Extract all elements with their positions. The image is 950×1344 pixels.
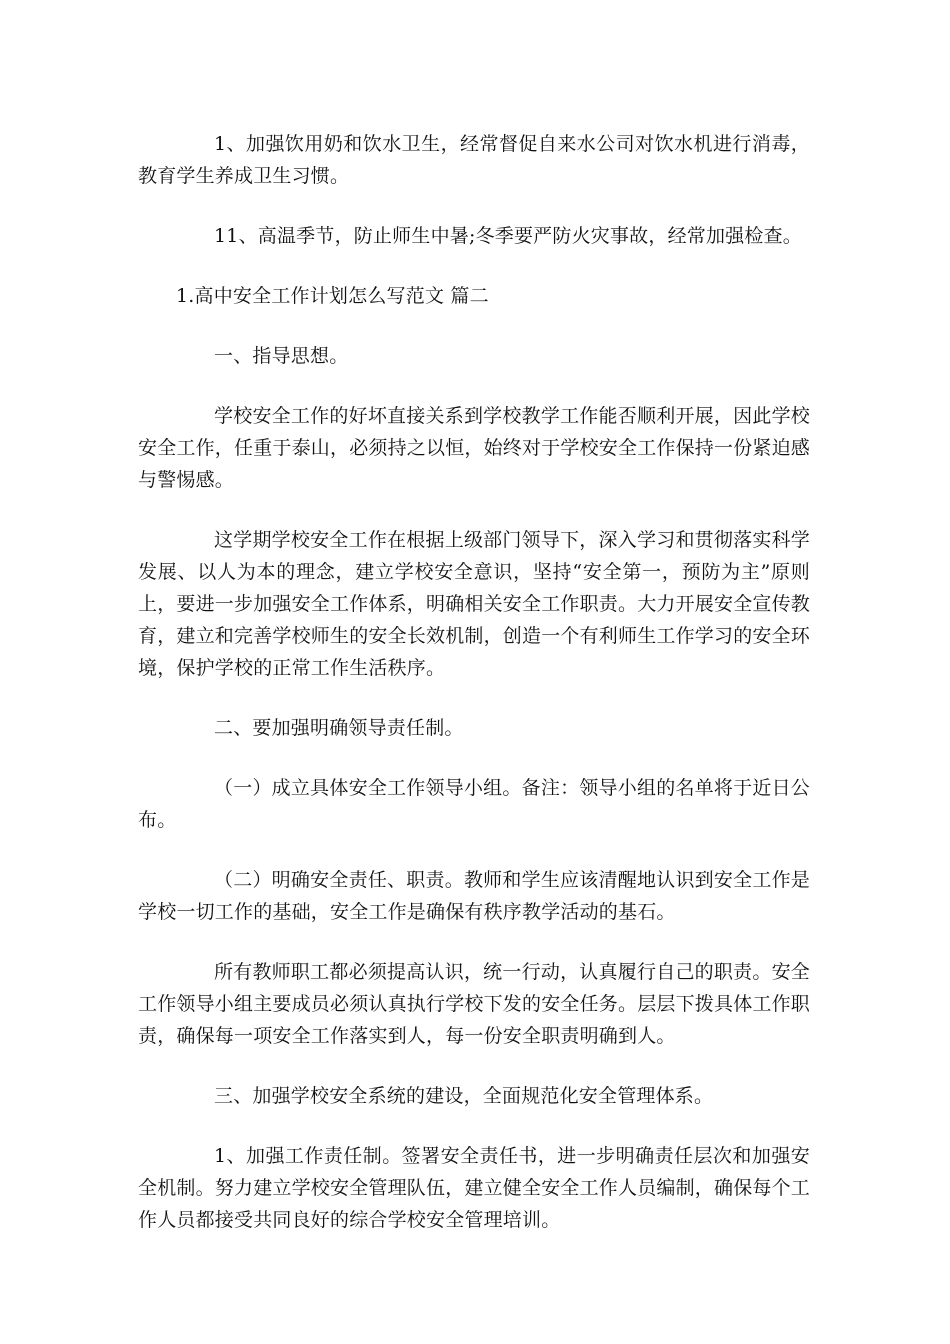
paragraph-work-responsibility: 1、加强工作责任制。签署安全责任书，进一步明确责任层次和加强安全机制。努力建立学校安全管理队伍，建立健全安全工作人员编制，确保每个工作人员都接受共同良好的综合学校安全管理培训。 xyxy=(138,1145,811,1231)
paragraph-leadership-group: （一）成立具体安全工作领导小组。备注：领导小组的名单将于近日公布。 xyxy=(138,777,810,831)
document-page xyxy=(138,128,810,1264)
paragraph-milk-water-hygiene: 1、加强饮用奶和饮水卫生，经常督促自来水公司对饮水机进行消毒，教育学生养成卫生习惯。 xyxy=(138,133,810,187)
paragraph-heat-fire-safety: 11、高温季节，防止师生中暑;冬季要严防火灾事故，经常加强检查。 xyxy=(214,225,802,247)
paragraph-semester-plan: 这学期学校安全工作在根据上级部门领导下，深入学习和贯彻落实科学发展、以人为本的理念，建立学校安全意识，坚持“安全第一，预防为主”原则上，要进一步加强安全工作体系，明确相关安全工作职责。大力开展安全宣传教育，建立和完善学校师生的安全长效机制，创造一个有利师生工作学习的安全环境，保护学校的正常工作生活秩序。 xyxy=(138,529,811,679)
heading-leadership-responsibility: 二、要加强明确领导责任制。 xyxy=(214,717,464,739)
section-heading-part-two: 1.高中安全工作计划怎么写范文 篇二 xyxy=(176,285,489,307)
paragraph-clarify-responsibility: （二）明确安全责任、职责。教师和学生应该清醒地认识到安全工作是学校一切工作的基础，安全工作是确保有秩序教学活动的基石。 xyxy=(138,869,810,923)
paragraph-staff-duties: 所有教师职工都必须提高认识，统一行动，认真履行自己的职责。安全工作领导小组主要成员必须认真执行学校下发的安全任务。层层下拨具体工作职责，确保每一项安全工作落实到人，每一份安全职责明确到人。 xyxy=(138,961,811,1047)
heading-safety-system: 三、加强学校安全系统的建设，全面规范化安全管理体系。 xyxy=(214,1085,714,1107)
heading-guiding-ideology: 一、指导思想。 xyxy=(214,345,349,367)
paragraph-safety-importance: 学校安全工作的好坏直接关系到学校教学工作能否顺利开展，因此学校安全工作，任重于泰山，必须持之以恒，始终对于学校安全工作保持一份紧迫感与警惕感。 xyxy=(138,405,811,491)
